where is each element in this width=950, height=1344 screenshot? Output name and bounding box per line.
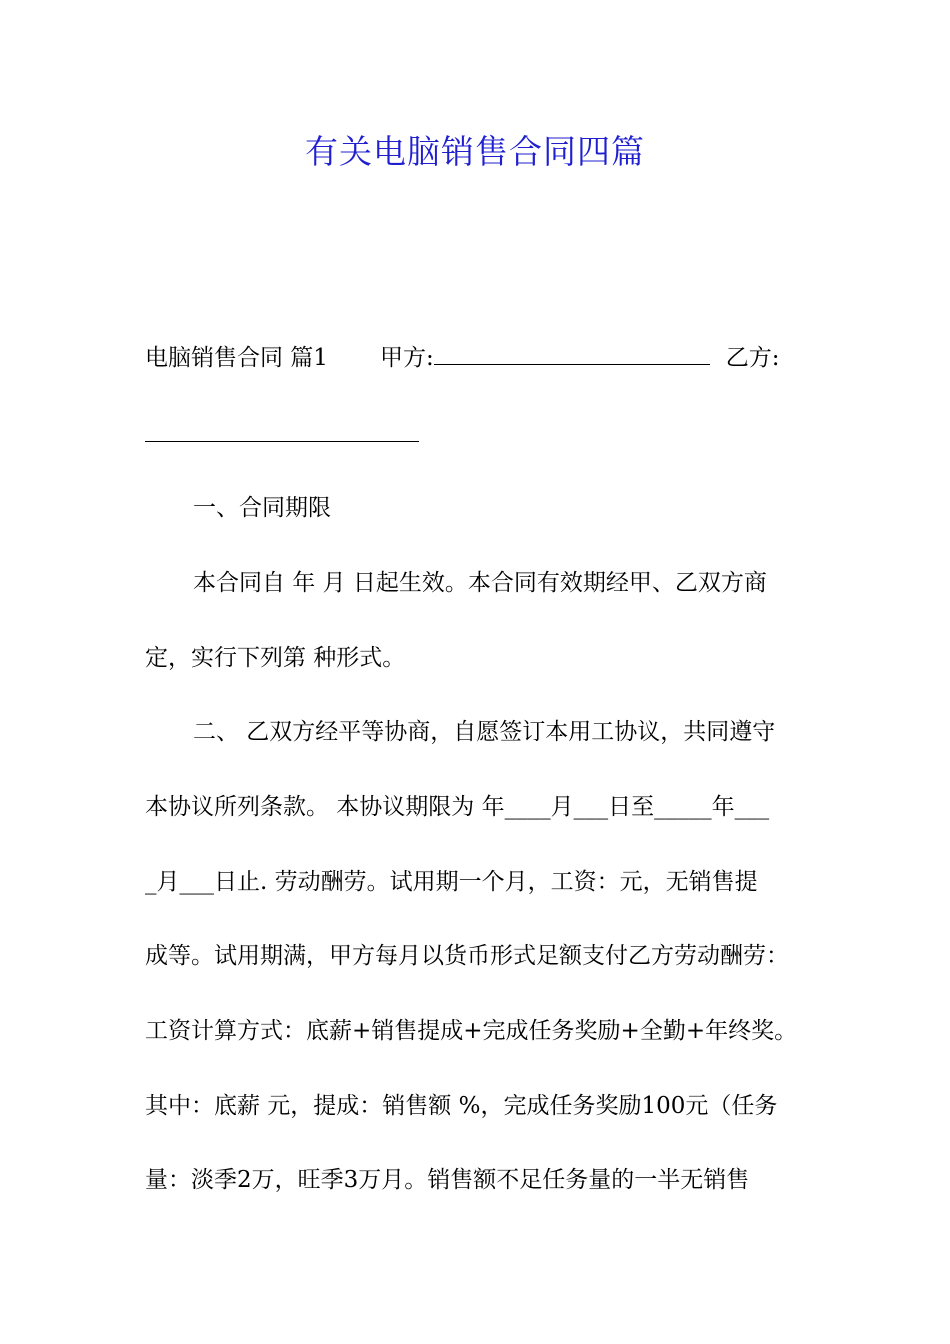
clause-heading-1: 一、合同期限 — [193, 495, 331, 521]
body-line: 本协议所列条款。 本协议期限为 年____月___日至_____年___ — [145, 794, 770, 820]
body-line: 工资计算方式：底薪+销售提成+完成任务奖励+全勤+年终奖。 — [145, 1018, 798, 1044]
body-line: 量：淡季2万，旺季3万月。销售额不足任务量的一半无销售 — [145, 1167, 750, 1193]
body-line: _月___日止. 劳动酬劳。试用期一个月，工资：元，无销售提 — [145, 869, 758, 895]
clause-heading-2: 二、 乙双方经平等协商，自愿签订本用工协议，共同遵守 — [193, 719, 776, 745]
party-a-label: 甲方: — [379, 345, 434, 371]
section-label: 电脑销售合同 篇1 — [145, 345, 328, 371]
party-a-blank — [434, 344, 710, 365]
body-line: 定，实行下列第 种形式。 — [145, 645, 406, 671]
body-line: 本合同自 年 月 日起生效。本合同有效期经甲、乙双方商 — [193, 570, 767, 596]
document-title: 有关电脑销售合同四篇 — [305, 132, 645, 171]
header-line — [145, 343, 779, 373]
body-line: 其中：底薪 元，提成：销售额 %，完成任务奖励100元（任务 — [145, 1093, 778, 1119]
body-line: 成等。试用期满，甲方每月以货币形式足额支付乙方劳动酬劳： — [145, 943, 789, 969]
party-b-blank — [145, 421, 419, 442]
party-b-label: 乙方: — [725, 345, 780, 371]
party-b-blank-line — [145, 420, 419, 450]
